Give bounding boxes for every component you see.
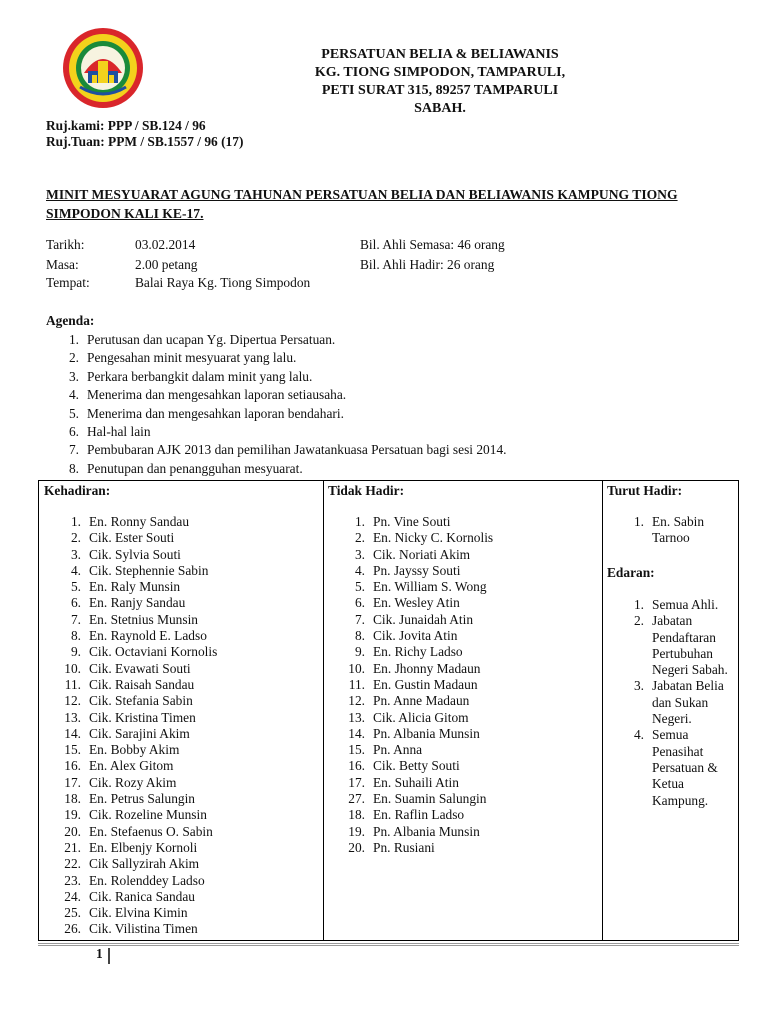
list-item: 14. Pn. Albania Munsin xyxy=(348,725,480,741)
tidak-hadir-list xyxy=(323,514,493,856)
list-item: 3. Cik. Noriati Akim xyxy=(354,546,471,562)
list-item: 7. Cik. Junaidah Atin xyxy=(354,611,474,627)
agenda-item: 5. Menerima dan mengesahkan laporan bendahari. xyxy=(68,405,344,421)
ref-tuan: Ruj.Tuan: PPM / SB.1557 / 96 (17) xyxy=(46,134,244,149)
list-item: 1. En. Sabin Tarnoo xyxy=(633,514,705,546)
list-item: 15. Pn. Anna xyxy=(348,742,423,758)
header-line-3: PETI SURAT 315, 89257 TAMPARULI xyxy=(321,83,559,98)
list-item: 9. En. Richy Ladso xyxy=(354,644,463,660)
list-item: 11. En. Gustin Madaun xyxy=(348,676,478,692)
association-logo xyxy=(62,27,144,109)
ahli-hadir: Bil. Ahli Hadir: 26 orang xyxy=(360,257,495,272)
ref-kami: Ruj.kami: PPP / SB.124 / 96 xyxy=(46,118,206,133)
list-item: 16. Cik. Betty Souti xyxy=(348,758,460,774)
ahli-semasa: Bil. Ahli Semasa: 46 orang xyxy=(360,237,505,252)
agenda-item: 8. Penutupan dan penangguhan mesyuarat. xyxy=(68,460,303,476)
list-item: 3. Cik. Sylvia Souti xyxy=(70,546,181,562)
agenda-item: 1. Perutusan dan ucapan Yg. Dipertua Persatuan. xyxy=(68,332,336,347)
list-item: 20. En. Stefaenus O. Sabin xyxy=(64,823,213,839)
list-item: 7. En. Stetnius Munsin xyxy=(70,611,198,627)
document-title: MINIT MESYUARAT AGUNG TAHUNAN PERSATUAN BELIA DAN BELIAWANIS KAMPUNG TIONG SIMPODON KALI KE-17. xyxy=(46,187,678,221)
list-item: 26. Cik. Vilistina Timen xyxy=(64,921,198,937)
list-item: 1. Semua Ahli. xyxy=(633,597,719,612)
edaran-list xyxy=(602,597,732,809)
kehadiran-list xyxy=(39,514,217,938)
list-item: 5. En. William S. Wong xyxy=(354,579,487,595)
list-item: 2. Jabatan Pendaftaran Pertubuhan Negeri Sabah. xyxy=(633,613,728,678)
list-item: 8. Cik. Jovita Atin xyxy=(354,628,458,644)
edaran-heading: Edaran: xyxy=(607,565,655,580)
agenda-item: 3. Perkara berbangkit dalam minit yang lalu. xyxy=(68,368,313,384)
list-item: 14. Cik. Sarajini Akim xyxy=(64,725,190,741)
list-item: 20. Pn. Rusiani xyxy=(348,839,435,855)
list-item: 21. En. Elbenjy Kornoli xyxy=(64,839,198,855)
list-item: 2. Cik. Ester Souti xyxy=(70,530,175,546)
list-item: 4. Pn. Jayssy Souti xyxy=(354,562,461,578)
list-item: 23. En. Rolenddey Ladso xyxy=(64,872,205,888)
tarikh-value: 03.02.2014 xyxy=(135,237,196,252)
list-item: 1. Pn. Vine Souti xyxy=(354,514,451,529)
list-item: 9. Cik. Octaviani Kornolis xyxy=(70,644,218,660)
turut-hadir-column xyxy=(602,481,738,940)
list-item: 24. Cik. Ranica Sandau xyxy=(64,888,195,904)
list-item: 13. Cik. Kristina Timen xyxy=(64,709,196,725)
list-item: 18. En. Petrus Salungin xyxy=(64,791,196,807)
header-line-4: SABAH. xyxy=(414,101,466,116)
masa-label: Masa: xyxy=(46,257,79,272)
list-item: 18. En. Raflin Ladso xyxy=(348,807,465,823)
tidak-hadir-column xyxy=(323,481,603,940)
list-item: 27. En. Suamin Salungin xyxy=(348,791,487,807)
turut-hadir-list xyxy=(602,514,732,547)
agenda-item: 6. Hal-hal lain xyxy=(68,423,151,439)
list-item: 1. En. Ronny Sandau xyxy=(70,514,190,529)
list-item: 17. Cik. Rozy Akim xyxy=(64,774,177,790)
list-item: 6. En. Ranjy Sandau xyxy=(70,595,186,611)
tempat-value: Balai Raya Kg. Tiong Simpodon xyxy=(135,275,311,290)
list-item: 13. Cik. Alicia Gitom xyxy=(348,709,469,725)
list-item: 6. En. Wesley Atin xyxy=(354,595,460,611)
agenda-list xyxy=(46,331,506,478)
header-line-2: KG. TIONG SIMPODON, TAMPARULI, xyxy=(314,65,566,80)
footer-rule xyxy=(38,943,739,946)
agenda-heading: Agenda: xyxy=(46,313,95,328)
list-item: 19. Cik. Rozeline Munsin xyxy=(64,807,207,823)
list-item: 17. En. Suhaili Atin xyxy=(348,774,459,790)
list-item: 25. Cik. Elvina Kimin xyxy=(64,905,188,921)
list-item: 3. Jabatan Belia dan Sukan Negeri. xyxy=(633,678,724,727)
list-item: 12. Pn. Anne Madaun xyxy=(348,693,470,709)
list-item: 22. Cik Sallyzirah Akim xyxy=(64,856,200,872)
list-item: 19. Pn. Albania Munsin xyxy=(348,823,480,839)
agenda-item: 2. Pengesahan minit mesyuarat yang lalu. xyxy=(68,350,297,366)
tarikh-label: Tarikh: xyxy=(46,237,85,252)
tempat-label: Tempat: xyxy=(46,275,90,290)
attendance-table xyxy=(38,480,739,941)
agenda-item: 7. Pembubaran AJK 2013 dan pemilihan Jawatankuasa Persatuan bagi sesi 2014. xyxy=(68,442,507,458)
list-item: 2. En. Nicky C. Kornolis xyxy=(354,530,494,546)
agenda-item: 4. Menerima dan mengesahkan laporan setiausaha. xyxy=(68,387,347,403)
turut-hadir-heading: Turut Hadir: xyxy=(607,483,683,498)
page-number: 1 xyxy=(96,946,103,961)
list-item: 5. En. Raly Munsin xyxy=(70,579,181,595)
list-item: 10. Cik. Evawati Souti xyxy=(64,660,191,676)
list-item: 4. Cik. Stephennie Sabin xyxy=(70,562,209,578)
masa-value: 2.00 petang xyxy=(135,257,198,272)
kehadiran-column xyxy=(39,481,324,940)
list-item: 10. En. Jhonny Madaun xyxy=(348,660,481,676)
page-number-bar xyxy=(108,948,110,964)
tidak-hadir-heading: Tidak Hadir: xyxy=(328,483,405,498)
list-item: 12. Cik. Stefania Sabin xyxy=(64,693,193,709)
list-item: 4. Semua Penasihat Persatuan & Ketua Kampung. xyxy=(633,727,718,808)
list-item: 16. En. Alex Gitom xyxy=(64,758,174,774)
list-item: 11. Cik. Raisah Sandau xyxy=(64,676,195,692)
list-item: 8. En. Raynold E. Ladso xyxy=(70,628,207,644)
header-line-1: PERSATUAN BELIA & BELIAWANIS xyxy=(321,47,559,62)
list-item: 15. En. Bobby Akim xyxy=(64,742,180,758)
kehadiran-heading: Kehadiran: xyxy=(44,483,111,498)
